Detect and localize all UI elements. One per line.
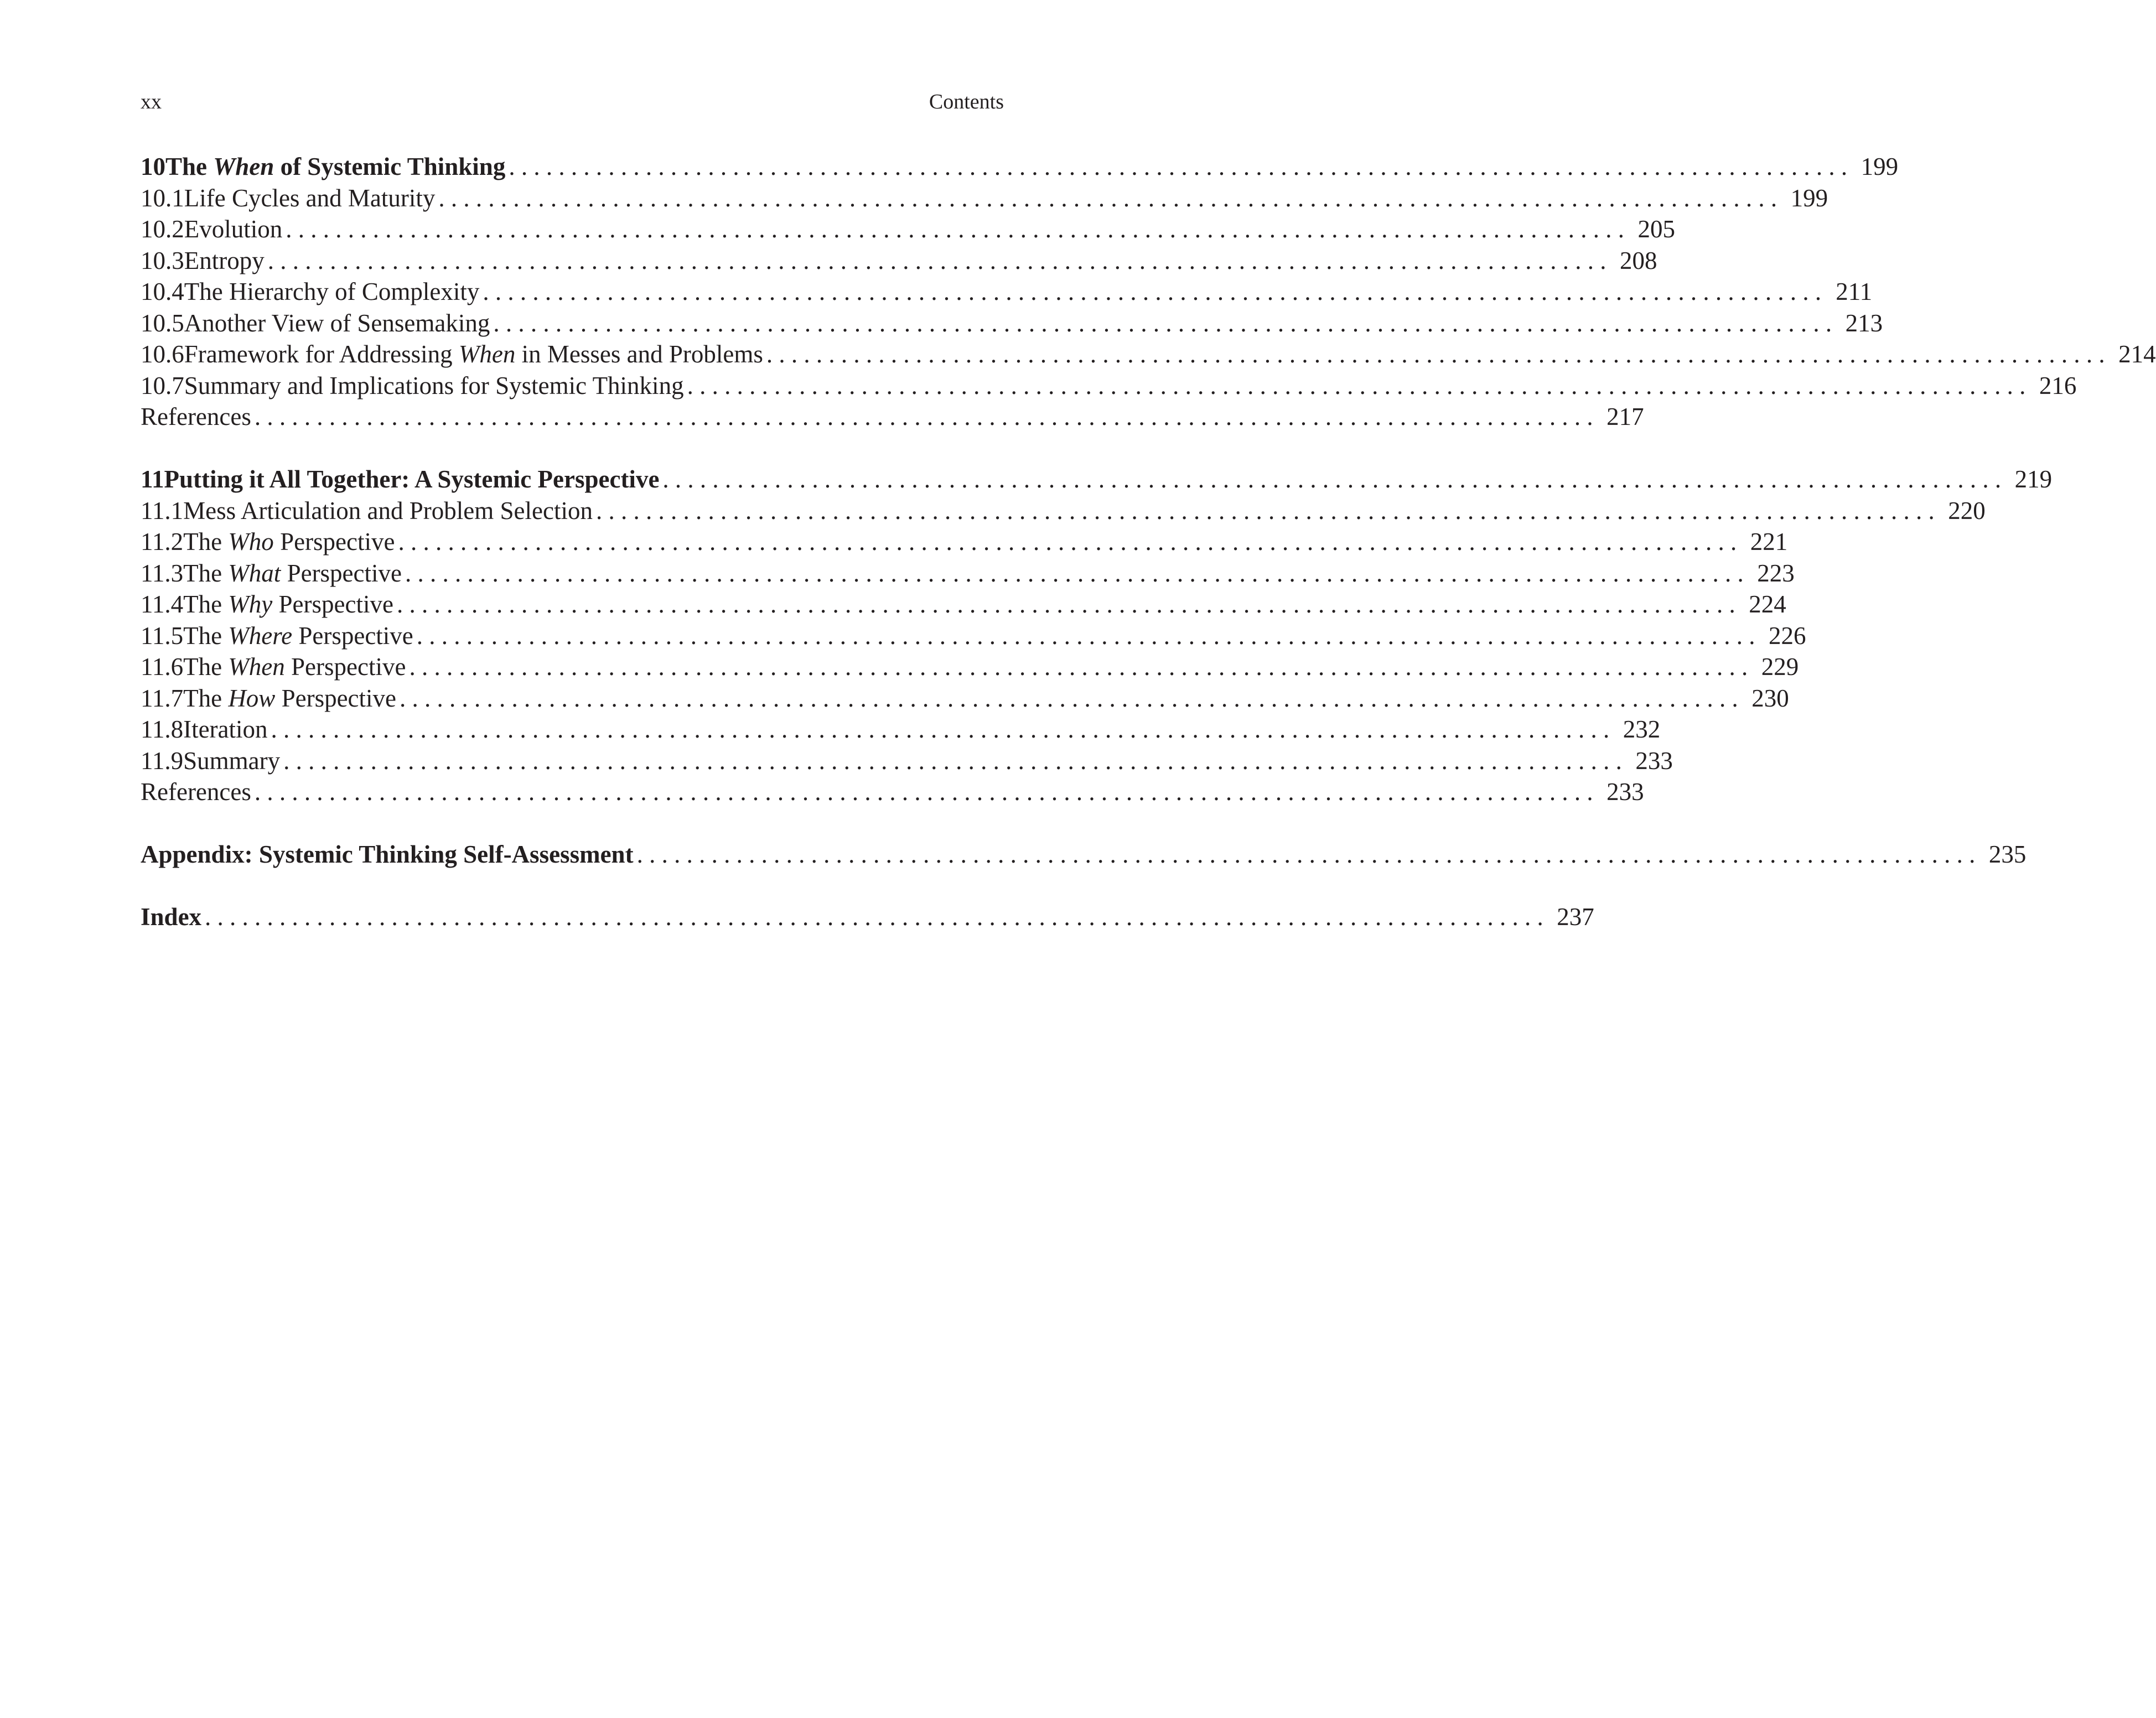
toc-section-entry[interactable] xyxy=(141,589,1786,620)
dot-leader xyxy=(271,714,1610,745)
section-number: 11.8 xyxy=(141,715,184,743)
entry-title-text-tail: Perspective xyxy=(272,590,393,618)
entry-title-text: Life Cycles and Maturity xyxy=(184,184,436,212)
toc-references-entry[interactable] xyxy=(141,401,1644,433)
entry-title-text: The Hierarchy of Complexity xyxy=(184,278,480,305)
entry-title-emphasis: When xyxy=(213,153,274,180)
entry-page-number: 223 xyxy=(1757,559,1795,587)
entry-title xyxy=(184,370,684,402)
section-number: 11.9 xyxy=(141,746,184,775)
entry-title-text: The xyxy=(183,590,229,618)
dot-leader xyxy=(205,901,1543,933)
toc-section-entry[interactable] xyxy=(141,714,1661,745)
dot-leader xyxy=(766,339,2105,370)
running-title: Contents xyxy=(929,90,1004,113)
entry-title xyxy=(184,183,436,214)
running-head xyxy=(141,89,1004,115)
dot-leader xyxy=(596,495,1935,527)
toc-section-entry[interactable] xyxy=(141,245,1657,277)
toc-section-entry[interactable] xyxy=(141,308,1883,339)
entry-page-number: 230 xyxy=(1751,684,1789,712)
section-number: 11.1 xyxy=(141,496,184,525)
entry-title xyxy=(184,276,480,308)
entry-title-text-tail: in Messes and Problems xyxy=(515,340,763,368)
dot-leader xyxy=(397,589,1735,620)
entry-page-number: 199 xyxy=(1790,184,1828,212)
entry-page-number: 233 xyxy=(1635,746,1673,775)
entry-title xyxy=(141,776,251,808)
entry-title-text-tail: of Systemic Thinking xyxy=(274,153,506,180)
entry-title xyxy=(183,714,267,745)
toc-section-entry[interactable] xyxy=(141,651,1799,683)
section-number: 10.7 xyxy=(141,371,184,399)
dot-leader xyxy=(286,214,1624,245)
entry-title xyxy=(183,558,402,589)
dot-leader xyxy=(283,745,1622,777)
entry-page-number: 232 xyxy=(1623,715,1661,743)
entry-page-number: 199 xyxy=(1860,153,1899,180)
toc-section-entry[interactable] xyxy=(141,620,1806,652)
toc-section-entry[interactable] xyxy=(141,339,2156,370)
toc-section-entry[interactable] xyxy=(141,214,1675,245)
entry-title-text: Appendix: Systemic Thinking Self-Assessment xyxy=(141,840,634,868)
entry-page-number: 220 xyxy=(1948,496,1986,525)
toc-backmatter-entry[interactable] xyxy=(141,839,2027,870)
entry-title xyxy=(183,526,395,558)
toc-spacer xyxy=(141,870,1004,902)
entry-title-text-tail: Perspective xyxy=(273,528,395,556)
entry-page-number: 216 xyxy=(2039,371,2077,399)
section-number: 11.3 xyxy=(141,559,184,587)
dot-leader xyxy=(687,370,2026,402)
section-number: 10.4 xyxy=(141,278,184,305)
entry-title-text: Summary and Implications for Systemic Thinking xyxy=(184,371,684,399)
dot-leader xyxy=(398,526,1737,558)
section-number: 10.3 xyxy=(141,246,184,274)
entry-title xyxy=(164,464,660,495)
chapter-number: 11 xyxy=(141,465,164,493)
entry-title-text: The xyxy=(183,559,229,587)
entry-page-number: 229 xyxy=(1761,653,1799,681)
dot-leader xyxy=(637,839,1976,870)
dot-leader xyxy=(509,151,1847,183)
table-of-contents xyxy=(141,151,2156,933)
entry-title xyxy=(183,620,413,652)
entry-title-text: References xyxy=(141,778,251,806)
toc-spacer xyxy=(141,808,1004,839)
entry-title-text: The xyxy=(183,528,229,556)
toc-section-entry[interactable] xyxy=(141,683,1789,714)
dot-leader xyxy=(493,308,1832,339)
chapter-number: 10 xyxy=(141,153,165,180)
toc-section-entry[interactable] xyxy=(141,558,1795,589)
toc-chapter-entry[interactable] xyxy=(141,151,1899,183)
entry-title xyxy=(184,339,763,370)
entry-page-number: 208 xyxy=(1619,246,1657,274)
entry-title-text: The xyxy=(183,684,229,712)
entry-title-text: The xyxy=(165,153,214,180)
dot-leader xyxy=(409,651,1748,683)
dot-leader xyxy=(438,183,1777,214)
toc-chapter-entry[interactable] xyxy=(141,464,2053,495)
entry-page-number: 221 xyxy=(1750,528,1788,556)
section-number: 11.2 xyxy=(141,528,184,556)
entry-title xyxy=(183,589,393,620)
entry-title xyxy=(183,651,406,683)
entry-title-text: Mess Articulation and Problem Selection xyxy=(183,496,593,525)
entry-page-number: 235 xyxy=(1988,840,2027,868)
section-number: 11.6 xyxy=(141,653,184,681)
section-number: 10.5 xyxy=(141,309,184,337)
entry-title-emphasis: Who xyxy=(228,528,274,556)
page-number-roman: xx xyxy=(141,90,162,113)
entry-title-text: Putting it All Together: A Systemic Perspective xyxy=(164,465,660,493)
toc-section-entry[interactable] xyxy=(141,276,1873,308)
entry-page-number: 224 xyxy=(1749,590,1786,618)
entry-title-text: Another View of Sensemaking xyxy=(184,309,490,337)
entry-title-emphasis: Where xyxy=(228,621,293,650)
entry-title-text: References xyxy=(141,403,251,430)
toc-spacer xyxy=(141,433,1004,464)
entry-page-number: 214 xyxy=(2118,340,2156,368)
toc-section-entry[interactable] xyxy=(141,370,2077,402)
entry-title xyxy=(183,745,280,777)
entry-page-number: 226 xyxy=(1769,621,1806,650)
section-number: 10.2 xyxy=(141,215,184,243)
entry-title xyxy=(141,839,634,870)
entry-page-number: 205 xyxy=(1637,215,1675,243)
entry-title-text-tail: Perspective xyxy=(275,684,396,712)
entry-title-text-tail: Perspective xyxy=(284,653,406,681)
section-number: 11.5 xyxy=(141,621,184,650)
toc-section-entry[interactable] xyxy=(141,526,1788,558)
entry-title-text: Index xyxy=(141,903,202,931)
dot-leader xyxy=(405,558,1744,589)
entry-title-text-tail: Perspective xyxy=(292,621,413,650)
entry-title xyxy=(141,401,251,433)
entry-title-emphasis: What xyxy=(228,559,281,587)
dot-leader xyxy=(255,401,1593,433)
entry-title-text: The xyxy=(183,621,229,650)
entry-page-number: 219 xyxy=(2014,465,2053,493)
dot-leader xyxy=(662,464,2001,495)
entry-page-number: 237 xyxy=(1557,903,1594,931)
toc-references-entry[interactable] xyxy=(141,776,1644,808)
dot-leader xyxy=(400,683,1738,714)
entry-page-number: 211 xyxy=(1836,278,1873,305)
entry-title-text: Summary xyxy=(183,746,281,775)
entry-page-number: 233 xyxy=(1606,778,1644,806)
entry-title xyxy=(183,683,396,714)
entry-page-number: 213 xyxy=(1845,309,1883,337)
toc-backmatter-entry[interactable] xyxy=(141,901,1594,933)
entry-title xyxy=(165,151,505,183)
entry-title-text: Iteration xyxy=(183,715,268,743)
dot-leader xyxy=(483,276,1821,308)
entry-title-text: The xyxy=(183,653,229,681)
section-number: 10.1 xyxy=(141,184,184,212)
toc-section-entry[interactable] xyxy=(141,745,1673,777)
entry-page-number: 217 xyxy=(1606,403,1644,430)
section-number: 11.7 xyxy=(141,684,184,712)
entry-title xyxy=(184,245,265,277)
section-number: 10.6 xyxy=(141,340,184,368)
toc-section-entry[interactable] xyxy=(141,183,1828,214)
entry-title xyxy=(184,308,490,339)
entry-title-emphasis: How xyxy=(228,684,276,712)
entry-title-text: Evolution xyxy=(184,215,283,243)
entry-title-text: Framework for Addressing xyxy=(184,340,459,368)
entry-title xyxy=(183,495,593,527)
entry-title-emphasis: When xyxy=(228,653,285,681)
entry-title xyxy=(184,214,283,245)
dot-leader xyxy=(417,620,1755,652)
section-number: 11.4 xyxy=(141,590,184,618)
entry-title-emphasis: Why xyxy=(228,590,273,618)
dot-leader xyxy=(268,245,1606,277)
toc-section-entry[interactable] xyxy=(141,495,1986,527)
entry-title xyxy=(141,901,201,933)
entry-title-text: Entropy xyxy=(184,246,265,274)
entry-title-emphasis: When xyxy=(458,340,516,368)
entry-title-text-tail: Perspective xyxy=(281,559,402,587)
dot-leader xyxy=(255,776,1593,808)
